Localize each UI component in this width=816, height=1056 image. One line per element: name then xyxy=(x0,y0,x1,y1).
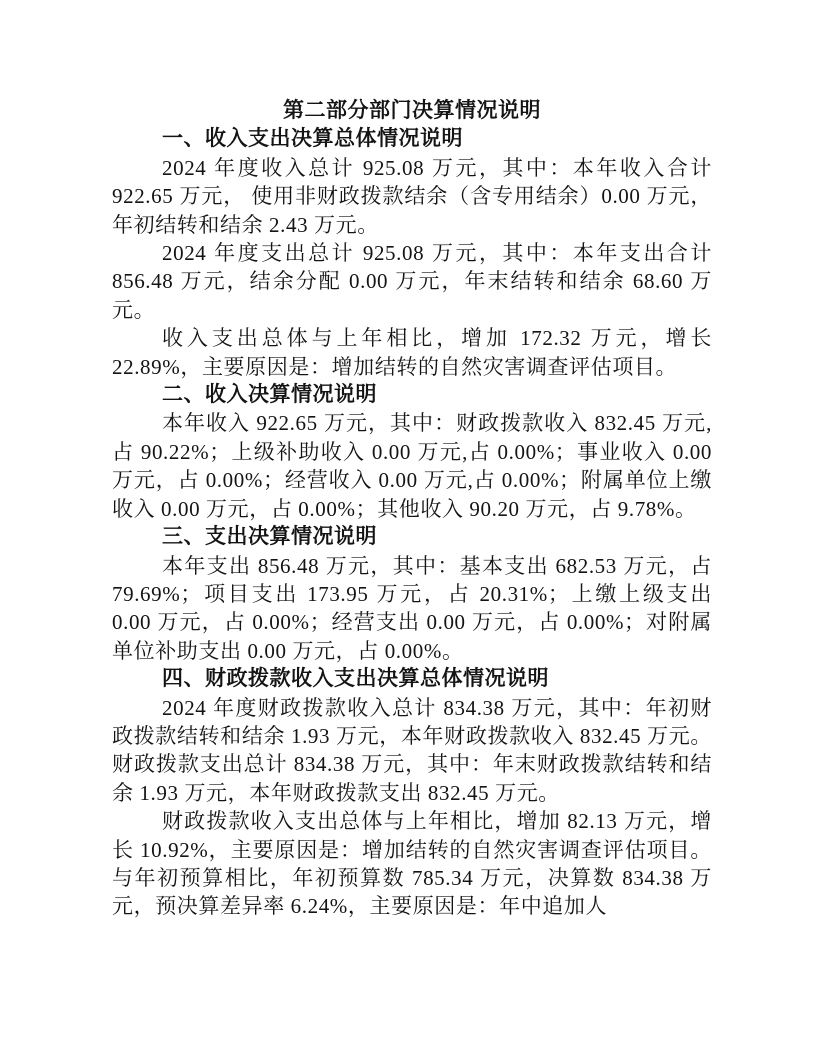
section-fiscal-appropriation-overview xyxy=(112,665,712,921)
paragraph: 2024 年度收入总计 925.08 万元，其中：本年收入合计 922.65 万元， 使用非财政拨款结余（含专用结余）0.00 万元，年初结转和结余 2.43 万元。 xyxy=(112,155,712,237)
paragraph: 收入支出总体与上年相比，增加 172.32 万元，增长 22.89%，主要原因是：增加结转的自然灾害调查评估项目。 xyxy=(112,326,712,379)
paragraph: 本年收入 922.65 万元，其中：财政拨款收入 832.45 万元, 占 90.22%；上级补助收入 0.00 万元,占 0.00%；事业收入 0.00 万元，占 0.00%；经营收入 0.00 万元,占 0.00%；附属单位上缴收入 0.00 万元，占 0.00%；其他收入 90.20 万元，占 9.78%。 xyxy=(112,411,712,521)
section-heading-2: 二、收入决算情况说明 xyxy=(162,383,377,407)
section-income-expenditure-overview xyxy=(112,125,712,381)
document-content xyxy=(112,97,712,921)
section-heading-4: 四、财政拨款收入支出决算总体情况说明 xyxy=(162,667,549,691)
paragraph: 本年支出 856.48 万元，其中：基本支出 682.53 万元，占 79.69%；项目支出 173.95 万元，占 20.31%；上缴上级支出 0.00 万元，占 0.00%；经营支出 0.00 万元，占 0.00%；对附属单位补助支出 0.00 万元，占 0.00%。 xyxy=(112,553,713,663)
section-heading-3: 三、支出决算情况说明 xyxy=(162,525,377,549)
section-heading-1: 一、收入支出决算总体情况说明 xyxy=(162,127,463,151)
paragraph: 2024 年度支出总计 925.08 万元，其中：本年支出合计 856.48 万元，结余分配 0.00 万元，年末结转和结余 68.60 万元。 xyxy=(112,241,712,322)
section-expenditure-accounts xyxy=(112,523,712,665)
paragraph: 2024 年度财政拨款收入总计 834.38 万元，其中：年初财政拨款结转和结余 1.93 万元，本年财政拨款收入 832.45 万元。财政拨款支出总计 834.38 万元，其中：年末财政拨款结转和结余 1.93 万元，本年财政拨款支出 832.45 万元。 xyxy=(112,695,712,805)
paragraph: 财政拨款收入支出总体与上年相比，增加 82.13 万元，增长 10.92%，主要原因是：增加结转的自然灾害调查评估项目。与年初预算相比，年初预算数 785.34 万元，决算数 834.38 万元，预决算差异率 6.24%，主要原因是：年中追加人 xyxy=(112,809,712,919)
section-income-accounts xyxy=(112,381,712,523)
document-title: 第二部分部门决算情况说明 xyxy=(283,99,541,122)
